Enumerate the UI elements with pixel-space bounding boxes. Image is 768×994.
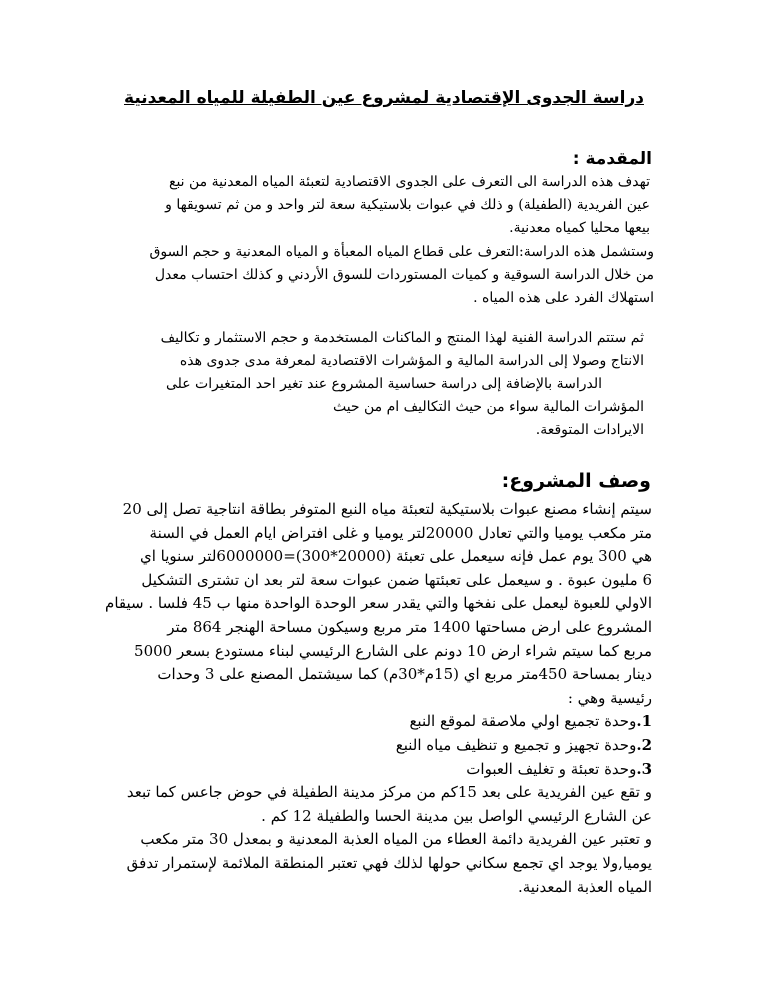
text-line: الانتاج وصولا إلى الدراسة المالية و المؤشرات الاقتصادية لمعرفة مدى جدوى هذه: [179, 353, 644, 369]
intro-paragraph-2: [111, 241, 654, 310]
text-line: الايرادات المتوقعة.: [535, 422, 644, 438]
intro-paragraph-1: [118, 171, 650, 240]
project-heading: وصف المشروع:: [501, 470, 651, 492]
text-line: من خلال الدراسة السوقية و كميات المستوردات للسوق الأردني و كذلك احتساب معدل: [154, 267, 654, 283]
text-line: يوميا,ولا يوجد اي تجمع سكاني حولها لذلك فهي تعتبر المنطقة الملائمة لإستمرار تدفق: [126, 853, 652, 872]
text-line: هي 300 يوم عمل فإنه سيعمل على تعبئة (20000*300)=6000000لتر سنويا اي: [140, 547, 652, 566]
text-line: و تعتبر عين الفريدية دائمة العطاء من المياه العذبة المعدنية و بمعدل 30 متر مكعب: [140, 830, 652, 849]
list-text: وحدة تجميع اولي ملاصقة لموقع النبع: [409, 712, 637, 731]
document-title: دراسة الجدوى الإقتصادية لمشروع عين الطفيلة للمياه المعدنية: [124, 88, 644, 108]
text-line: المياه العذبة المعدنية.: [518, 877, 652, 896]
text-line: المؤشرات المالية سواء من حيث التكاليف ام من حيث: [332, 399, 644, 415]
intro-paragraph-3: [124, 327, 644, 442]
text-line: الاولي للعبوة ليعمل على نفخها والتي يقدر سعر الوحدة الواحدة منها ب 45 فلسا . سيقام: [105, 594, 652, 613]
text-line: تهدف هذه الدراسة الى التعرف على الجدوى الاقتصادية لتعبئة المياه المعدنية من نبع: [169, 174, 650, 190]
text-line: وستشمل هذه الدراسة:التعرف على قطاع المياه المعبأة و المياه المعدنية و حجم السوق: [149, 244, 654, 260]
text-line: المشروع على ارض مساحتها 1400 متر مربع وسيكون مساحة الهنجر 864 متر: [167, 617, 652, 636]
text-line: استهلاك الفرد على هذه المياه .: [473, 290, 654, 306]
text-line: عين الفريدية (الطفيلة) و ذلك في عبوات بلاستيكية سعة لتر واحد و من ثم تسويقها و: [165, 197, 650, 213]
list-item: [110, 758, 652, 782]
intro-heading: المقدمة :: [572, 149, 652, 169]
text-line: عن الشارع الرئيسي الواصل بين مدينة الحسا والطفيلة 12 كم .: [261, 806, 652, 825]
project-description: [105, 498, 652, 899]
text-line: 6 مليون عبوة . و سيعمل على تعبئتها ضمن عبوات سعة لتر بعد ان تشترى التشكيل: [141, 570, 652, 589]
list-text: وحدة تجهيز و تجميع و تنظيف مياه النبع: [395, 735, 637, 754]
text-line: بيعها محليا كمياه معدنية.: [509, 220, 650, 236]
list-number: 1.: [636, 712, 652, 731]
text-line: سيتم إنشاء مصنع عبوات بلاستيكية لتعبئة مياه النبع المتوفر بطاقة انتاجية تصل إلى 20: [122, 500, 652, 518]
text-line: الدراسة بالإضافة إلى دراسة حساسية المشروع عند تغير احد المتغيرات على: [165, 376, 603, 392]
units-list: [110, 710, 652, 781]
text-line: ثم ستتم الدراسة الفنية لهذا المنتج و الماكنات المستخدمة و حجم الاستثمار و تكاليف: [160, 330, 644, 346]
list-item: [110, 710, 652, 734]
list-item: [110, 734, 652, 758]
list-number: 2.: [636, 735, 652, 754]
text-line: و تقع عين الفريدية على بعد 15كم من مركز مدينة الطفيلة في حوض جاعس كما تبعد: [126, 783, 652, 802]
list-number: 3.: [636, 759, 652, 778]
text-line: دينار بمساحة 450متر مربع اي (15م*30م) كما سيشتمل المصنع على 3 وحدات: [157, 665, 652, 684]
text-line: رئيسية وهي :: [567, 688, 652, 707]
text-line: متر مكعب يوميا والتي تعادل 20000لتر يوميا و غلى افتراض ايام العمل في السنة: [149, 523, 652, 542]
list-text: وحدة تعبئة و تغليف العبوات: [466, 759, 637, 778]
text-line: مربع كما سيتم شراء ارض 10 دونم على الشارع الرئيسي لبناء مستودع بسعر 5000: [134, 641, 652, 660]
